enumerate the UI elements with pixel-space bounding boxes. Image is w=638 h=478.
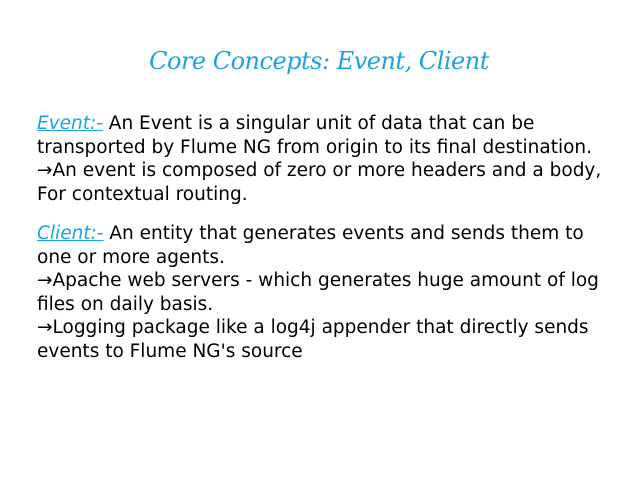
client-definition xyxy=(37,222,617,269)
client-bullet-text: Logging package like a log4j appender that directly sends events to Flume NG's source xyxy=(37,317,589,362)
client-bullet-text: Apache web servers - which generates huge amount of log files on daily basis. xyxy=(37,270,599,315)
arrow-right-icon: → xyxy=(37,270,53,291)
client-definition-text: An entity that generates events and sends them to one or more agents. xyxy=(37,223,584,268)
client-term[interactable]: Client:- xyxy=(37,223,104,244)
client-bullet xyxy=(37,316,617,363)
slide-title: Core Concepts: Event, Client xyxy=(149,47,489,75)
event-definition-text: An Event is a singular unit of data that can be transported by Flume NG from origin to its final destination. xyxy=(37,113,593,158)
event-bullet-text: An event is composed of zero or more headers and a body, For contextual routing. xyxy=(37,160,602,205)
arrow-right-icon: → xyxy=(37,317,53,338)
arrow-right-icon: → xyxy=(37,160,53,181)
event-term[interactable]: Event:- xyxy=(37,113,103,134)
paragraph-gap xyxy=(37,206,617,222)
event-definition xyxy=(37,112,617,159)
client-bullet xyxy=(37,269,617,316)
event-bullet xyxy=(37,159,617,206)
slide-body xyxy=(37,112,617,363)
